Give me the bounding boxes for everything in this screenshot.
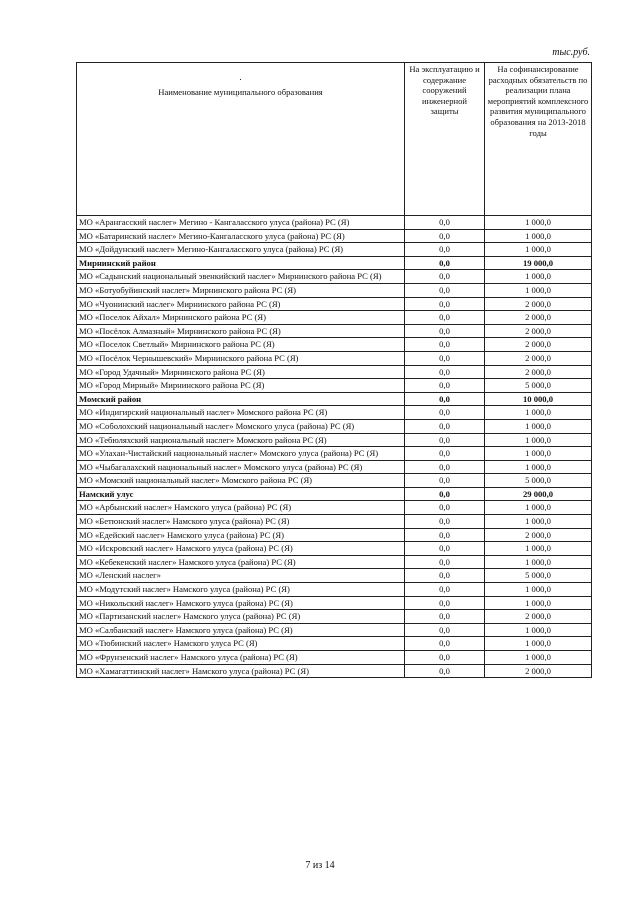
table-row: [77, 365, 592, 379]
cell-name: МО «Арбынский наслег» Намского улуса (района) РС (Я): [77, 501, 405, 515]
cell-maintenance: 0,0: [405, 338, 485, 352]
table-body: [77, 216, 592, 678]
column-header-name-label: Наименование муниципального образования: [158, 87, 323, 97]
cell-maintenance: 0,0: [405, 542, 485, 556]
table-row: [77, 311, 592, 325]
cell-maintenance: 0,0: [405, 651, 485, 665]
cell-cofinancing: 1 000,0: [485, 460, 592, 474]
table-row: [77, 501, 592, 515]
units-label: тыс.руб.: [552, 47, 590, 58]
cell-maintenance: 0,0: [405, 555, 485, 569]
cell-cofinancing: 5 000,0: [485, 474, 592, 488]
cell-name: МО «Момский национальный наслег» Момского района РС (Я): [77, 474, 405, 488]
table-row: [77, 596, 592, 610]
cell-maintenance: 0,0: [405, 637, 485, 651]
cell-name: МО «Посёлок Алмазный» Мирнинского района РС (Я): [77, 324, 405, 338]
cell-maintenance: 0,0: [405, 229, 485, 243]
cell-name: МО «Чуонинский наслег» Мирнинского района РС (Я): [77, 297, 405, 311]
cell-name: МО «Модутский наслег» Намского улуса (района) РС (Я): [77, 583, 405, 597]
table-row: [77, 243, 592, 257]
cell-name: МО «Посёлок Чернышевский» Мирнинского района РС (Я): [77, 351, 405, 365]
cell-name: МО «Дойдунский наслег» Мегино-Кангаласского улуса (района) РС (Я): [77, 243, 405, 257]
table-row: [77, 379, 592, 393]
cell-name: МО «Город Удачный» Мирнинского района РС (Я): [77, 365, 405, 379]
cell-cofinancing: 1 000,0: [485, 406, 592, 420]
cell-maintenance: 0,0: [405, 351, 485, 365]
table-row-district: [77, 256, 592, 270]
table-row: [77, 297, 592, 311]
cell-maintenance: 0,0: [405, 583, 485, 597]
cell-cofinancing: 1 000,0: [485, 229, 592, 243]
cell-name: МО «Тебюляхский национальный наслег» Момского района РС (Я): [77, 433, 405, 447]
table-row: [77, 433, 592, 447]
cell-name: МО «Едейский наслег» Намского улуса (района) РС (Я): [77, 528, 405, 542]
cell-name: МО «Поселок Айхал» Мирнинского района РС (Я): [77, 311, 405, 325]
cell-name: МО «Поселок Светлый» Мирнинского района РС (Я): [77, 338, 405, 352]
cell-maintenance: 0,0: [405, 216, 485, 230]
table-row: [77, 324, 592, 338]
cell-name: МО «Арангасский наслег» Мегино - Кангаласского улуса (района) РС (Я): [77, 216, 405, 230]
cell-name: Намский улус: [77, 487, 405, 501]
cell-maintenance: 0,0: [405, 433, 485, 447]
cell-cofinancing: 2 000,0: [485, 338, 592, 352]
cell-cofinancing: 1 000,0: [485, 419, 592, 433]
table-row: [77, 637, 592, 651]
cell-maintenance: 0,0: [405, 311, 485, 325]
cell-name: МО «Партизанский наслег» Намского улуса (района) РС (Я): [77, 610, 405, 624]
cell-cofinancing: 1 000,0: [485, 651, 592, 665]
table-row: [77, 474, 592, 488]
table-row: [77, 460, 592, 474]
cell-cofinancing: 1 000,0: [485, 501, 592, 515]
table-row: [77, 542, 592, 556]
cell-cofinancing: 2 000,0: [485, 528, 592, 542]
cell-cofinancing: 2 000,0: [485, 351, 592, 365]
cell-maintenance: 0,0: [405, 487, 485, 501]
cell-name: МО «Салбанский наслег» Намского улуса (района) РС (Я): [77, 623, 405, 637]
table-row-district: [77, 487, 592, 501]
table-row: [77, 229, 592, 243]
cell-name: МО «Хамагаттинский наслег» Намского улуса (района) РС (Я): [77, 664, 405, 678]
cell-cofinancing: 1 000,0: [485, 283, 592, 297]
cell-maintenance: 0,0: [405, 569, 485, 583]
cell-name: МО «Бетюнский наслег» Намского улуса (района) РС (Я): [77, 515, 405, 529]
cell-name: Момский район: [77, 392, 405, 406]
table-row: [77, 515, 592, 529]
table-row: [77, 270, 592, 284]
table-row: [77, 447, 592, 461]
cell-name: МО «Батаринский наслег» Мегино-Кангаласского улуса (района) РС (Я): [77, 229, 405, 243]
cell-cofinancing: 1 000,0: [485, 433, 592, 447]
table-header: [77, 63, 592, 216]
cell-cofinancing: 5 000,0: [485, 569, 592, 583]
table-row-district: [77, 392, 592, 406]
cell-cofinancing: 1 000,0: [485, 243, 592, 257]
cell-maintenance: 0,0: [405, 365, 485, 379]
cell-maintenance: 0,0: [405, 270, 485, 284]
table-row: [77, 283, 592, 297]
cell-name: МО «Ботуобуйинский наслег» Мирнинского района РС (Я): [77, 283, 405, 297]
cell-maintenance: 0,0: [405, 297, 485, 311]
header-mark: .: [239, 72, 242, 82]
table-row: [77, 651, 592, 665]
cell-name: Мирнинский район: [77, 256, 405, 270]
table-row: [77, 351, 592, 365]
cell-maintenance: 0,0: [405, 243, 485, 257]
cell-cofinancing: 1 000,0: [485, 515, 592, 529]
cell-cofinancing: 2 000,0: [485, 311, 592, 325]
cell-maintenance: 0,0: [405, 419, 485, 433]
column-header-name: [77, 63, 405, 216]
table-row: [77, 406, 592, 420]
cell-name: МО «Кебекенский наслег» Намского улуса (района) РС (Я): [77, 555, 405, 569]
cell-name: МО «Улахан-Чистайский национальный наслег» Момского улуса (района) РС (Я): [77, 447, 405, 461]
cell-maintenance: 0,0: [405, 324, 485, 338]
cell-name: МО «Город Мирный» Мирнинского района РС (Я): [77, 379, 405, 393]
cell-maintenance: 0,0: [405, 474, 485, 488]
cell-maintenance: 0,0: [405, 528, 485, 542]
table-row: [77, 583, 592, 597]
table-row: [77, 555, 592, 569]
cell-maintenance: 0,0: [405, 610, 485, 624]
cell-name: МО «Чыбагалахский национальный наслег» Момского улуса (района) РС (Я): [77, 460, 405, 474]
table-row: [77, 338, 592, 352]
cell-cofinancing: 1 000,0: [485, 596, 592, 610]
cell-maintenance: 0,0: [405, 596, 485, 610]
column-header-maintenance: На эксплуатацию и содержание сооружений инженерной защиты: [405, 63, 485, 216]
cell-maintenance: 0,0: [405, 460, 485, 474]
cell-maintenance: 0,0: [405, 379, 485, 393]
cell-maintenance: 0,0: [405, 515, 485, 529]
cell-name: МО «Фрунзенский наслег» Намского улуса (района) РС (Я): [77, 651, 405, 665]
cell-cofinancing: 1 000,0: [485, 447, 592, 461]
table-row: [77, 216, 592, 230]
cell-cofinancing: 2 000,0: [485, 664, 592, 678]
cell-cofinancing: 19 000,0: [485, 256, 592, 270]
cell-name: МО «Тюбинский наслег» Намского улуса РС (Я): [77, 637, 405, 651]
table-row: [77, 610, 592, 624]
cell-name: МО «Садынский национальный эвенкийский наслег» Мирнинского района РС (Я): [77, 270, 405, 284]
cell-name: МО «Индигирский национальный наслег» Момского района РС (Я): [77, 406, 405, 420]
cell-cofinancing: 1 000,0: [485, 583, 592, 597]
cell-maintenance: 0,0: [405, 392, 485, 406]
cell-maintenance: 0,0: [405, 447, 485, 461]
cell-cofinancing: 5 000,0: [485, 379, 592, 393]
cell-cofinancing: 2 000,0: [485, 324, 592, 338]
cell-cofinancing: 1 000,0: [485, 623, 592, 637]
cell-cofinancing: 10 000,0: [485, 392, 592, 406]
column-header-cofinancing: На софинансирование расходных обязательств по реализации плана мероприятий комплексного развития муниципального образования на 2013-2018 годы: [485, 63, 592, 216]
cell-maintenance: 0,0: [405, 256, 485, 270]
cell-name: МО «Искровский наслег» Намского улуса (района) РС (Я): [77, 542, 405, 556]
cell-cofinancing: 2 000,0: [485, 297, 592, 311]
table-row: [77, 623, 592, 637]
table-row: [77, 664, 592, 678]
budget-table: [76, 62, 592, 678]
cell-cofinancing: 1 000,0: [485, 542, 592, 556]
cell-cofinancing: 2 000,0: [485, 610, 592, 624]
cell-maintenance: 0,0: [405, 623, 485, 637]
cell-cofinancing: 2 000,0: [485, 365, 592, 379]
cell-name: МО «Соболохский национальный наслег» Момского улуса (района) РС (Я): [77, 419, 405, 433]
cell-cofinancing: 29 000,0: [485, 487, 592, 501]
cell-cofinancing: 1 000,0: [485, 555, 592, 569]
cell-name: МО «Никольский наслег» Намского улуса (района) РС (Я): [77, 596, 405, 610]
cell-maintenance: 0,0: [405, 501, 485, 515]
table-row: [77, 569, 592, 583]
cell-maintenance: 0,0: [405, 664, 485, 678]
cell-name: МО «Ленский наслег»: [77, 569, 405, 583]
table-row: [77, 419, 592, 433]
page-number: 7 из 14: [305, 860, 335, 871]
cell-maintenance: 0,0: [405, 406, 485, 420]
cell-cofinancing: 1 000,0: [485, 270, 592, 284]
table-row: [77, 528, 592, 542]
cell-cofinancing: 1 000,0: [485, 216, 592, 230]
cell-cofinancing: 1 000,0: [485, 637, 592, 651]
cell-maintenance: 0,0: [405, 283, 485, 297]
